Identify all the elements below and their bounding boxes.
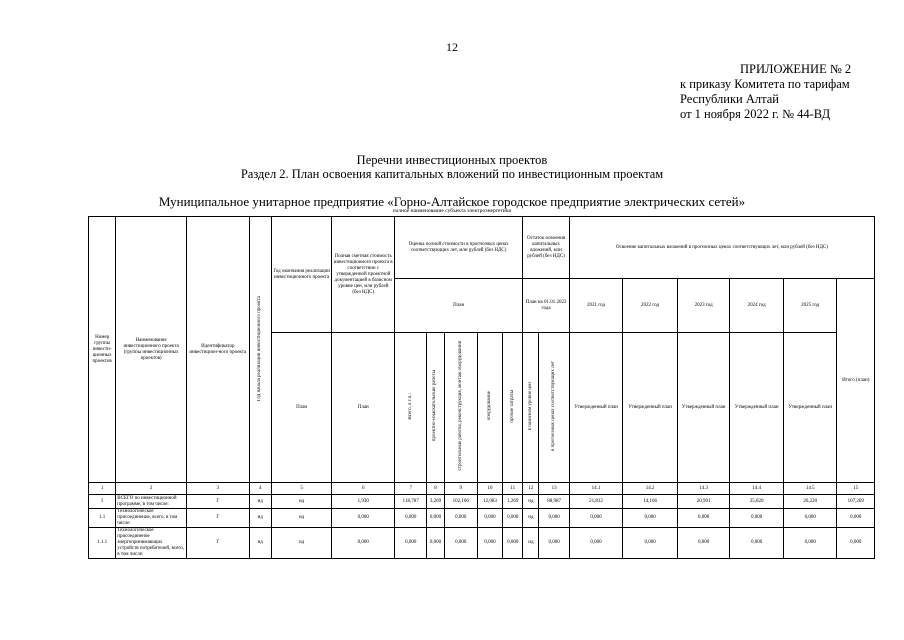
column-number: 2 [116, 483, 187, 495]
table-cell: 26,220 [783, 495, 837, 509]
table-cell: нд [249, 528, 271, 559]
table-row [89, 509, 875, 528]
column-number: 6 [332, 483, 395, 495]
organization-name: Муниципальное унитарное предприятие «Горно-Алтайское городское предприятие электрических сетей» [158, 194, 746, 209]
table-cell: 25,820 [730, 495, 784, 509]
table-cell: 0,000 [477, 509, 502, 528]
table-cell: Г [186, 528, 249, 559]
table-cell: 88,987 [539, 495, 569, 509]
th-construction-text: строительные работы, реконструкция, монтаж оборудования [457, 341, 463, 471]
row-name-cell: Технологическое присоединение энергопринимающих устройств потребителей, всего, в том числе: [116, 528, 187, 559]
column-number: 15 [837, 483, 875, 495]
th-plan-0101: План на 01.01.2022 года [523, 279, 569, 333]
page-number: 12 [446, 40, 458, 54]
table-cell: 1.1.1 [89, 528, 116, 559]
table-cell: 0,000 [332, 528, 395, 559]
th-project-name: Наименование инвестиционного проекта (группы инвестиционных проектов) [116, 217, 187, 483]
table-cell: 0,000 [623, 509, 678, 528]
appendix-line-4: от 1 ноября 2022 г. № 44-ВД [680, 107, 831, 121]
column-numbers-row [89, 483, 875, 495]
column-number: 8 [427, 483, 444, 495]
column-number: 4 [249, 483, 271, 495]
column-number: 5 [271, 483, 332, 495]
column-number: 14.1 [569, 483, 623, 495]
row-name-cell: Технологическое присоединение, всего, в том числе: [116, 509, 187, 528]
table-cell: 0,000 [477, 528, 502, 559]
th-year-end-plan: План [271, 333, 332, 483]
column-numbers-row-body [89, 483, 875, 495]
th-year-2023: 2023 год [677, 279, 730, 333]
table-cell: нд [249, 509, 271, 528]
column-number: 1 [89, 483, 116, 495]
th-development: Освоение капитальных вложений в прогнозных ценах соответствующих лет, млн рублей (без НДС) [569, 217, 874, 279]
table-cell: 0,000 [444, 509, 477, 528]
th-construction [444, 333, 477, 483]
table-cell: 14,166 [623, 495, 678, 509]
appendix-block [680, 62, 851, 122]
table-cell: 0,000 [332, 509, 395, 528]
table-cell: 102,166 [444, 495, 477, 509]
appendix-line-2: к приказу Комитета по тарифам [680, 77, 850, 91]
row-name-cell: ВСЕГО по инвестиционной программе, в том числе: [116, 495, 187, 509]
th-estimate-plan: План [395, 279, 523, 333]
th-forecast-prices [539, 333, 569, 483]
th-design-text: проектно-изыскательские работы [432, 370, 438, 442]
table-cell: I [89, 495, 116, 509]
table-cell: 12,083 [477, 495, 502, 509]
th-identifier: Идентификатор инвестицион-ного проекта [186, 217, 249, 483]
table-cell: 0,000 [503, 509, 523, 528]
column-number: 14.4 [730, 483, 784, 495]
table-cell: 0,000 [837, 528, 875, 559]
table-cell: 21,832 [569, 495, 623, 509]
organization-caption: полное наименование субъекта электроэнергетики [392, 208, 512, 214]
th-approved-2024: Утвержденный план [730, 333, 784, 483]
th-equipment-text: оборудование [486, 391, 492, 421]
column-number: 14.2 [623, 483, 678, 495]
th-total [395, 333, 427, 483]
column-number: 14.3 [677, 483, 730, 495]
column-number: 13 [539, 483, 569, 495]
column-number: 10 [477, 483, 502, 495]
th-group-no: Номер группы инвести-ционных проектов [89, 217, 116, 483]
table-cell: 0,000 [783, 509, 837, 528]
table-cell: 0,000 [395, 528, 427, 559]
table-cell: 0,000 [539, 528, 569, 559]
table-cell: 0,000 [539, 509, 569, 528]
data-rows-body [89, 495, 875, 559]
table-cell: нд [523, 509, 539, 528]
th-remainder: Остаток освоения капитальных вложений, млн рублей (без НДС) [523, 217, 569, 279]
investment-table [88, 216, 875, 559]
document-title: Перечни инвестиционных проектов [356, 153, 548, 167]
th-approved-2021: Утвержденный план [569, 333, 623, 483]
th-year-2024: 2024 год [730, 279, 784, 333]
th-base-prices [523, 333, 539, 483]
table-cell: 0,000 [427, 509, 444, 528]
table-cell: Г [186, 509, 249, 528]
table-cell: нд [523, 495, 539, 509]
table-cell: 3,269 [427, 495, 444, 509]
table-cell: 0,000 [444, 528, 477, 559]
th-approved-2025: Утвержденный план [783, 333, 837, 483]
th-year-2022: 2022 год [623, 279, 678, 333]
table-cell: 0,000 [730, 509, 784, 528]
table-cell: 0,000 [569, 509, 623, 528]
table-cell: 0,000 [623, 528, 678, 559]
table-cell: 0,000 [569, 528, 623, 559]
table-cell: нд [249, 495, 271, 509]
th-design [427, 333, 444, 483]
column-number: 11 [503, 483, 523, 495]
th-estimate: Оценка полной стоимости в прогнозных ценах соответствующих лет, млн рублей (без НДС) [395, 217, 523, 279]
table-cell: 0,000 [730, 528, 784, 559]
table-cell: 0,000 [503, 528, 523, 559]
table-cell: 0,000 [677, 509, 730, 528]
table-cell: 1,930 [332, 495, 395, 509]
column-number: 7 [395, 483, 427, 495]
th-equipment [477, 333, 502, 483]
th-year-end: Год окончания реализации инвестиционного проекта [271, 217, 332, 333]
th-year-2025: 2025 год [783, 279, 837, 333]
table-cell: Г [186, 495, 249, 509]
table-cell: 118,787 [395, 495, 427, 509]
table-cell: нд [271, 509, 332, 528]
appendix-line-3: Республики Алтай [680, 92, 779, 106]
th-base-prices-text: в базисном уровне цен [527, 381, 533, 431]
th-year-2021: 2021 год [569, 279, 623, 333]
table-cell: 107,269 [837, 495, 875, 509]
column-number: 9 [444, 483, 477, 495]
th-full-cost: Полная сметная стоимость инвестиционного проекта в соответствии с утвержденной проектной документацией в базисном уровне цен, млн рублей (без НДС) [332, 217, 395, 333]
table-cell: 0,000 [783, 528, 837, 559]
column-number: 14.5 [783, 483, 837, 495]
table-row [89, 528, 875, 559]
th-full-cost-plan: План [332, 333, 395, 483]
th-approved-2023: Утвержденный план [677, 333, 730, 483]
th-forecast-prices-text: в прогнозных ценах соответствующих лет [551, 361, 557, 451]
table-cell: 0,000 [395, 509, 427, 528]
th-other-text: прочие затраты [509, 389, 515, 423]
table-cell: 1.1 [89, 509, 116, 528]
table-cell: 1,269 [503, 495, 523, 509]
table-row [89, 495, 875, 509]
th-total-text: Всего, в т.ч.: [407, 392, 413, 420]
table-cell: 0,000 [837, 509, 875, 528]
th-other [503, 333, 523, 483]
appendix-line-1: ПРИЛОЖЕНИЕ № 2 [740, 62, 852, 76]
table-cell: 20,991 [677, 495, 730, 509]
th-approved-2022: Утвержденный план [623, 333, 678, 483]
th-year-start-text: Год начала реализации инвестиционного проекта [257, 295, 263, 401]
table-cell: нд [271, 528, 332, 559]
table-cell: нд [271, 495, 332, 509]
column-number: 12 [523, 483, 539, 495]
table-cell: 0,000 [427, 528, 444, 559]
column-number: 3 [186, 483, 249, 495]
table-cell: нд [523, 528, 539, 559]
section-title: Раздел 2. План освоения капитальных вложений по инвестиционным проектам [240, 167, 664, 181]
th-year-start [249, 217, 271, 483]
table-cell: 0,000 [677, 528, 730, 559]
th-total-years: Итого (план) [837, 279, 875, 483]
